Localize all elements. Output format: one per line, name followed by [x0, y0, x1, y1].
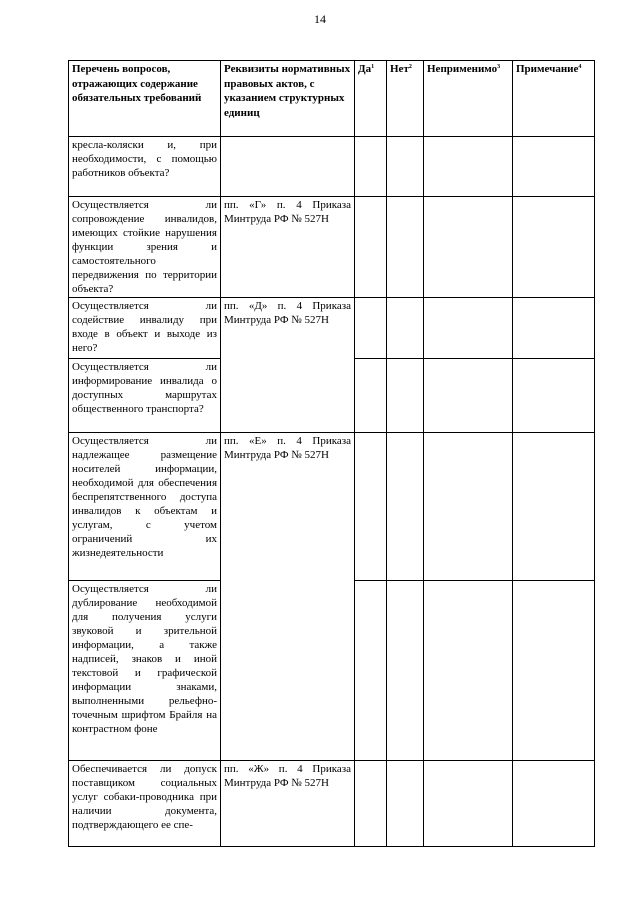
table-row: [69, 298, 595, 359]
no-cell[interactable]: [387, 761, 424, 847]
question-cell: Осуществляется ли дублирование необходимой для получения услуги звуковой и зрительной информации, а также надписей, знаков и иной текстовой и графической информации знаками, выполненными рельефно-точечным шрифтом Брайля на контрастном фоне: [69, 581, 221, 761]
yes-cell[interactable]: [355, 581, 387, 761]
table-header-row: [69, 61, 595, 137]
question-cell: кресла-коляски и, при необходимости, с помощью работников объекта?: [69, 137, 221, 197]
page-number: 14: [314, 12, 326, 26]
header-not-applicable: Неприменимо$^3$: [424, 61, 513, 137]
question-cell: Обеспечивается ли допуск поставщиком социальных услуг собаки-проводника при наличии документа, подтверждающего ее спе-: [69, 761, 221, 847]
question-cell: Осуществляется ли сопровождение инвалидов, имеющих стойкие нарушения функции зрения и самостоятельного передвижения по территории объекта?: [69, 197, 221, 298]
requirements-checklist-table: [68, 60, 595, 847]
requisites-cell: пп. «Е» п. 4 Приказа Минтруда РФ № 527Н: [221, 433, 355, 761]
table-row: [69, 433, 595, 581]
yes-cell[interactable]: [355, 761, 387, 847]
not-applicable-cell[interactable]: [424, 298, 513, 359]
not-applicable-cell[interactable]: [424, 137, 513, 197]
table-row: [69, 761, 595, 847]
requisites-cell: пп. «Ж» п. 4 Приказа Минтруда РФ № 527Н: [221, 761, 355, 847]
requisites-cell: пп. «Г» п. 4 Приказа Минтруда РФ № 527Н: [221, 197, 355, 298]
remark-cell[interactable]: [513, 197, 595, 298]
not-applicable-cell[interactable]: [424, 197, 513, 298]
yes-cell[interactable]: [355, 359, 387, 433]
header-yes: $Да^1$: [355, 61, 387, 137]
footnote-4: 4: [578, 64, 582, 70]
remark-cell[interactable]: [513, 761, 595, 847]
not-applicable-cell[interactable]: [424, 581, 513, 761]
remark-cell[interactable]: [513, 359, 595, 433]
yes-cell[interactable]: [355, 298, 387, 359]
not-applicable-cell[interactable]: [424, 359, 513, 433]
no-cell[interactable]: [387, 581, 424, 761]
yes-cell[interactable]: [355, 197, 387, 298]
requisites-cell: [221, 137, 355, 197]
remark-cell[interactable]: [513, 581, 595, 761]
remark-cell[interactable]: [513, 298, 595, 359]
no-cell[interactable]: [387, 137, 424, 197]
no-cell[interactable]: [387, 433, 424, 581]
footnote-1: 1: [371, 64, 375, 70]
question-cell: Осуществляется ли информирование инвалида о доступных маршрутах общественного транспорта?: [69, 359, 221, 433]
table-row: [69, 197, 595, 298]
header-question: Перечень вопросов, отражающих содержание обязательных требований: [69, 61, 221, 137]
header-remark: Примечание$^4$: [513, 61, 595, 137]
footnote-3: 3: [497, 64, 501, 70]
remark-cell[interactable]: [513, 433, 595, 581]
header-requisites: Реквизиты нормативных правовых актов, с указанием структурных единиц: [221, 61, 355, 137]
requisites-cell: пп. «Д» п. 4 Приказа Минтруда РФ № 527Н: [221, 298, 355, 433]
question-cell: Осуществляется ли надлежащее размещение носителей информации, необходимой для обеспечения беспрепятственного доступа инвалидов к объектам и услугам, с учетом ограничений их жизнедеятельности: [69, 433, 221, 581]
remark-cell[interactable]: [513, 137, 595, 197]
table-row: [69, 137, 595, 197]
no-cell[interactable]: [387, 298, 424, 359]
no-cell[interactable]: [387, 359, 424, 433]
no-cell[interactable]: [387, 197, 424, 298]
header-no: Нет$^2$: [387, 61, 424, 137]
not-applicable-cell[interactable]: [424, 433, 513, 581]
not-applicable-cell[interactable]: [424, 761, 513, 847]
footnote-2: 2: [408, 64, 412, 70]
yes-cell[interactable]: [355, 433, 387, 581]
question-cell: Осуществляется ли содействие инвалиду при входе в объект и выходе из него?: [69, 298, 221, 359]
yes-cell[interactable]: [355, 137, 387, 197]
